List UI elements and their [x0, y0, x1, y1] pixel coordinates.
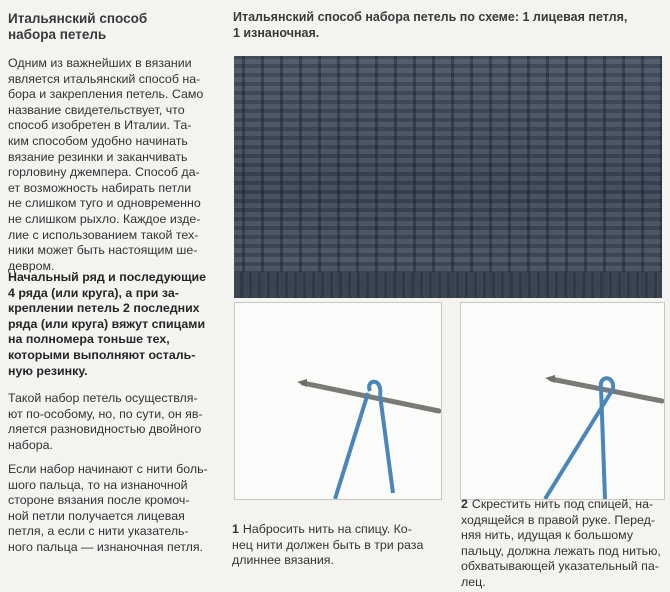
step2-caption: 2 Скрестить нить под спицей, на- ходящейся в правой руке. Перед- няя нить, идущая к большому пальцу, должна лежать под нитью, обхватывающей указательный па- лец.: [461, 497, 661, 589]
step1-illustration: [234, 302, 442, 500]
intro-paragraph: Одним из важнейших в вязании является итальянский способ на- бора и закрепления петель. Само название свидетельствует, что способ изобретен в Италии. Та- ким способом удобно начинать вязание резинки и заканчивать горловину джемпера. Способ да- ет возможность набирать петли не слишком туго и одновременно не слишком рыхло. Каждое изде- лие с использованием такой тех- ники может быть настоящим ше- девром.: [8, 56, 204, 273]
bold-note-paragraph: Начальный ряд и последующие 4 ряда (или круга), а при за- креплении петель 2 последних ряда (или круга) вяжут спицами на полномера тоньше тех, которыми выполняют осталь- ную резинку.: [8, 270, 207, 378]
rib-knit-photo: [234, 56, 662, 298]
rib-edge: [234, 272, 662, 298]
step2-illustration: [460, 302, 665, 500]
needle-yarn-drawing-2: [461, 303, 664, 499]
section-title: Итальянский способ набора петель: [8, 11, 148, 42]
step-number: 2: [461, 497, 468, 511]
needle-yarn-drawing-1: [235, 303, 441, 499]
photo-heading: Итальянский способ набора петель по схеме: 1 лицевая петля, 1 изнаночная.: [233, 10, 628, 40]
needle-tip-icon: [545, 375, 555, 383]
needle-tip-icon: [297, 379, 307, 387]
step1-caption: 1 Набросить нить на спицу. Ко- нец нити должен быть в три раза длиннее вязания.: [232, 522, 424, 568]
yarn-strand-icon: [380, 395, 393, 493]
yarn-loop-icon: [369, 382, 380, 395]
step-number: 1: [232, 522, 239, 536]
yarn-strand-icon: [335, 393, 368, 499]
method-paragraph: Такой набор петель осуществля- ют по-особому, но, по сути, он яв- ляется разновидностью двойного набора.: [8, 391, 203, 452]
thread-paragraph: Если набор начинают с нити боль- шого пальца, то на изнаночной стороне вязания после кромоч- ной петли получается лицевая петля, а если с нити указатель- ного пальца — изнаночная петля.: [8, 462, 208, 554]
